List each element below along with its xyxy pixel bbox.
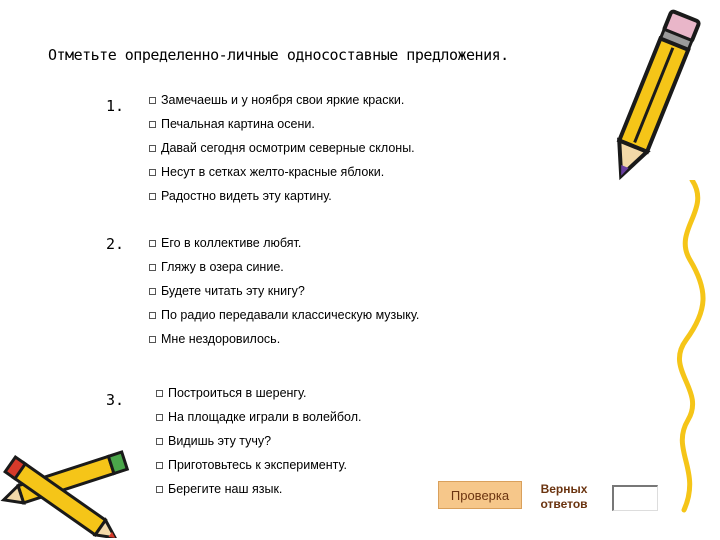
check-button[interactable]: Проверка [438, 481, 522, 509]
checkbox[interactable] [156, 390, 163, 397]
checkbox[interactable] [156, 438, 163, 445]
correct-answers-label: Верных ответов [540, 482, 588, 511]
checkbox[interactable] [149, 312, 156, 319]
checkbox[interactable] [156, 462, 163, 469]
wavy-line-icon [672, 180, 712, 520]
option-1-1[interactable]: Замечаешь и у ноября свои яркие краски. [149, 93, 404, 107]
option-1-5[interactable]: Радостно видеть эту картину. [149, 189, 332, 203]
crossed-pencils-icon [0, 428, 150, 538]
option-3-5[interactable]: Берегите наш язык. [156, 482, 282, 496]
checkbox[interactable] [149, 97, 156, 104]
question-number-1: 1. [106, 97, 125, 115]
option-3-1[interactable]: Построиться в шеренгу. [156, 386, 306, 400]
page-title: Отметьте определенно-личные односоставные предложения. [48, 46, 509, 64]
question-number-3: 3. [106, 391, 125, 409]
checkbox[interactable] [149, 240, 156, 247]
option-1-3[interactable]: Давай сегодня осмотрим северные склоны. [149, 141, 415, 155]
option-3-3[interactable]: Видишь эту тучу? [156, 434, 271, 448]
option-2-1[interactable]: Его в коллективе любят. [149, 236, 301, 250]
option-3-4[interactable]: Приготовьтесь к эксперименту. [156, 458, 347, 472]
option-3-2[interactable]: На площадке играли в волейбол. [156, 410, 362, 424]
checkbox[interactable] [149, 336, 156, 343]
option-2-5[interactable]: Мне нездоровилось. [149, 332, 280, 346]
option-1-2[interactable]: Печальная картина осени. [149, 117, 315, 131]
checkbox[interactable] [149, 264, 156, 271]
checkbox[interactable] [149, 145, 156, 152]
checkbox[interactable] [149, 288, 156, 295]
checkbox[interactable] [156, 486, 163, 493]
question-number-2: 2. [106, 235, 125, 253]
checkbox[interactable] [149, 193, 156, 200]
option-2-2[interactable]: Гляжу в озера синие. [149, 260, 284, 274]
checkbox[interactable] [149, 169, 156, 176]
checkbox[interactable] [156, 414, 163, 421]
option-2-3[interactable]: Будете читать эту книгу? [149, 284, 305, 298]
option-1-4[interactable]: Несут в сетках желто-красные яблоки. [149, 165, 384, 179]
pencil-icon [598, 2, 708, 192]
correct-answers-field [612, 485, 658, 511]
checkbox[interactable] [149, 121, 156, 128]
option-2-4[interactable]: По радио передавали классическую музыку. [149, 308, 419, 322]
